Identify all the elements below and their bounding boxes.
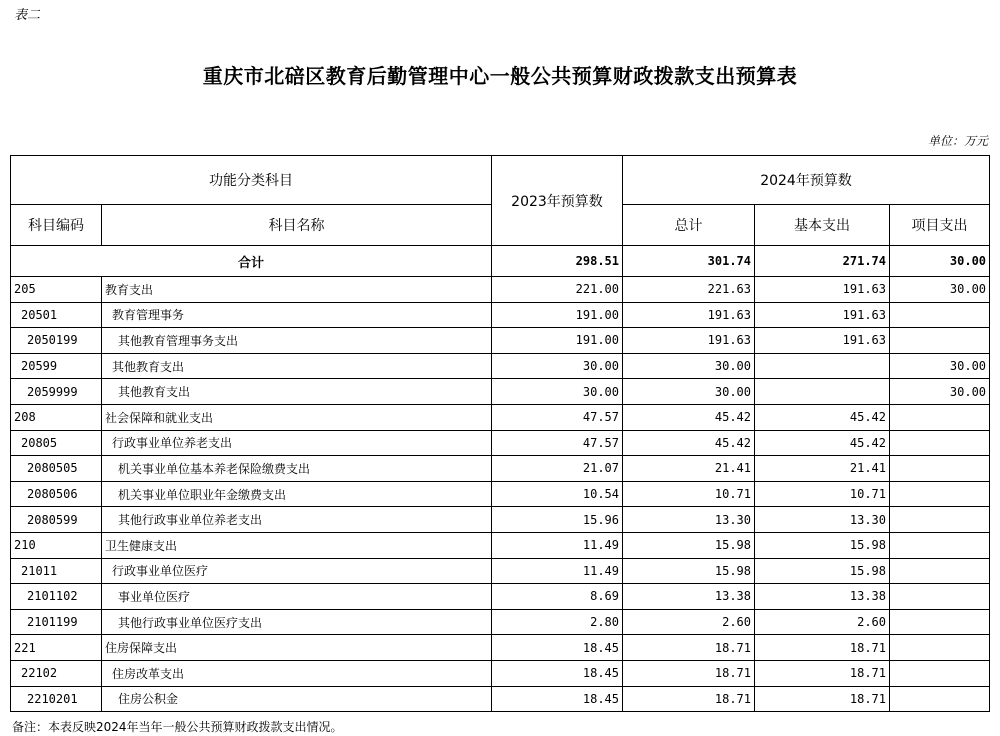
row-prev: 18.45 xyxy=(492,686,623,712)
row-project xyxy=(890,558,990,584)
row-total: 221.63 xyxy=(623,277,755,303)
row-prev: 221.00 xyxy=(492,277,623,303)
row-project xyxy=(890,302,990,328)
table-row xyxy=(11,456,990,482)
row-total: 45.42 xyxy=(623,430,755,456)
row-name: 机关事业单位基本养老保险缴费支出 xyxy=(102,456,492,482)
table-row xyxy=(11,277,990,303)
row-prev: 18.45 xyxy=(492,635,623,661)
row-basic: 21.41 xyxy=(755,456,890,482)
row-total: 18.71 xyxy=(623,686,755,712)
row-basic xyxy=(755,379,890,405)
row-project xyxy=(890,430,990,456)
row-total: 13.30 xyxy=(623,507,755,533)
row-prev: 15.96 xyxy=(492,507,623,533)
row-prev: 30.00 xyxy=(492,353,623,379)
table-row xyxy=(11,584,990,610)
row-basic: 10.71 xyxy=(755,481,890,507)
row-code: 208 xyxy=(11,404,102,430)
header-func-group: 功能分类科目 xyxy=(11,156,492,205)
row-name: 社会保障和就业支出 xyxy=(102,404,492,430)
row-total: 18.71 xyxy=(623,635,755,661)
row-project xyxy=(890,635,990,661)
row-code: 2080505 xyxy=(11,456,102,482)
row-project: 30.00 xyxy=(890,277,990,303)
row-total: 2.60 xyxy=(623,609,755,635)
row-code: 210 xyxy=(11,532,102,558)
row-prev: 11.49 xyxy=(492,532,623,558)
row-prev: 191.00 xyxy=(492,302,623,328)
row-code: 205 xyxy=(11,277,102,303)
row-project xyxy=(890,481,990,507)
row-basic: 191.63 xyxy=(755,328,890,354)
row-name: 教育支出 xyxy=(102,277,492,303)
row-total: 30.00 xyxy=(623,353,755,379)
header-row-1 xyxy=(11,156,990,205)
row-prev: 2.80 xyxy=(492,609,623,635)
header-code: 科目编码 xyxy=(11,205,102,246)
header-name: 科目名称 xyxy=(102,205,492,246)
row-name: 机关事业单位职业年金缴费支出 xyxy=(102,481,492,507)
row-name: 其他教育支出 xyxy=(102,353,492,379)
row-prev: 47.57 xyxy=(492,430,623,456)
table-row xyxy=(11,660,990,686)
row-prev: 10.54 xyxy=(492,481,623,507)
row-code: 2059999 xyxy=(11,379,102,405)
row-name: 其他行政事业单位养老支出 xyxy=(102,507,492,533)
row-name: 事业单位医疗 xyxy=(102,584,492,610)
row-code: 2101102 xyxy=(11,584,102,610)
row-name: 住房保障支出 xyxy=(102,635,492,661)
row-total: 15.98 xyxy=(623,558,755,584)
row-total: 45.42 xyxy=(623,404,755,430)
row-project xyxy=(890,404,990,430)
table-row xyxy=(11,532,990,558)
row-basic: 191.63 xyxy=(755,277,890,303)
table-row xyxy=(11,379,990,405)
row-name: 住房改革支出 xyxy=(102,660,492,686)
row-code: 2080599 xyxy=(11,507,102,533)
page-title: 重庆市北碚区教育后勤管理中心一般公共预算财政拨款支出预算表 xyxy=(202,64,798,88)
row-name: 其他教育管理事务支出 xyxy=(102,328,492,354)
unit-label: 单位：万元 xyxy=(927,134,988,148)
table-row xyxy=(11,507,990,533)
row-basic: 15.98 xyxy=(755,532,890,558)
row-prev: 21.07 xyxy=(492,456,623,482)
footnote: 备注：本表反映2024年当年一般公共预算财政拨款支出情况。 xyxy=(12,720,343,734)
row-project xyxy=(890,456,990,482)
total-label: 合计 xyxy=(11,246,492,277)
row-project xyxy=(890,328,990,354)
row-total: 13.38 xyxy=(623,584,755,610)
row-total: 191.63 xyxy=(623,302,755,328)
row-project xyxy=(890,507,990,533)
row-prev: 11.49 xyxy=(492,558,623,584)
row-project xyxy=(890,584,990,610)
row-project: 30.00 xyxy=(890,379,990,405)
row-code: 21011 xyxy=(11,558,102,584)
row-code: 2080506 xyxy=(11,481,102,507)
total-project: 30.00 xyxy=(890,246,990,277)
row-name: 住房公积金 xyxy=(102,686,492,712)
table-row xyxy=(11,609,990,635)
row-code: 20805 xyxy=(11,430,102,456)
table-row xyxy=(11,686,990,712)
table-row xyxy=(11,353,990,379)
header-prev-year: 2023年预算数 xyxy=(492,156,623,246)
row-prev: 8.69 xyxy=(492,584,623,610)
row-code: 20599 xyxy=(11,353,102,379)
row-code: 2210201 xyxy=(11,686,102,712)
table-row xyxy=(11,481,990,507)
row-code: 20501 xyxy=(11,302,102,328)
table-row xyxy=(11,302,990,328)
row-basic: 15.98 xyxy=(755,558,890,584)
total-basic: 271.74 xyxy=(755,246,890,277)
budget-table xyxy=(10,155,990,712)
row-basic xyxy=(755,353,890,379)
table-row xyxy=(11,328,990,354)
row-name: 其他教育支出 xyxy=(102,379,492,405)
row-basic: 18.71 xyxy=(755,635,890,661)
row-basic: 18.71 xyxy=(755,660,890,686)
row-project: 30.00 xyxy=(890,353,990,379)
row-name: 卫生健康支出 xyxy=(102,532,492,558)
row-project xyxy=(890,686,990,712)
row-name: 教育管理事务 xyxy=(102,302,492,328)
row-basic: 13.38 xyxy=(755,584,890,610)
table-row xyxy=(11,635,990,661)
row-total: 30.00 xyxy=(623,379,755,405)
row-code: 2050199 xyxy=(11,328,102,354)
table-row xyxy=(11,404,990,430)
row-total: 191.63 xyxy=(623,328,755,354)
row-project xyxy=(890,609,990,635)
row-basic: 191.63 xyxy=(755,302,890,328)
row-code: 22102 xyxy=(11,660,102,686)
row-basic: 18.71 xyxy=(755,686,890,712)
row-basic: 45.42 xyxy=(755,404,890,430)
row-basic: 13.30 xyxy=(755,507,890,533)
header-total: 总计 xyxy=(623,205,755,246)
table-row xyxy=(11,430,990,456)
row-total: 15.98 xyxy=(623,532,755,558)
row-total: 21.41 xyxy=(623,456,755,482)
row-prev: 30.00 xyxy=(492,379,623,405)
table-row xyxy=(11,558,990,584)
row-code: 221 xyxy=(11,635,102,661)
row-prev: 47.57 xyxy=(492,404,623,430)
total-row xyxy=(11,246,990,277)
total-prev: 298.51 xyxy=(492,246,623,277)
row-basic: 2.60 xyxy=(755,609,890,635)
row-prev: 18.45 xyxy=(492,660,623,686)
row-prev: 191.00 xyxy=(492,328,623,354)
row-total: 18.71 xyxy=(623,660,755,686)
row-name: 行政事业单位医疗 xyxy=(102,558,492,584)
row-project xyxy=(890,660,990,686)
table-tag: 表二 xyxy=(14,8,41,23)
row-name: 行政事业单位养老支出 xyxy=(102,430,492,456)
total-total: 301.74 xyxy=(623,246,755,277)
header-curr-year-group: 2024年预算数 xyxy=(623,156,990,205)
row-total: 10.71 xyxy=(623,481,755,507)
row-basic: 45.42 xyxy=(755,430,890,456)
row-code: 2101199 xyxy=(11,609,102,635)
header-basic: 基本支出 xyxy=(755,205,890,246)
header-project: 项目支出 xyxy=(890,205,990,246)
row-project xyxy=(890,532,990,558)
row-name: 其他行政事业单位医疗支出 xyxy=(102,609,492,635)
